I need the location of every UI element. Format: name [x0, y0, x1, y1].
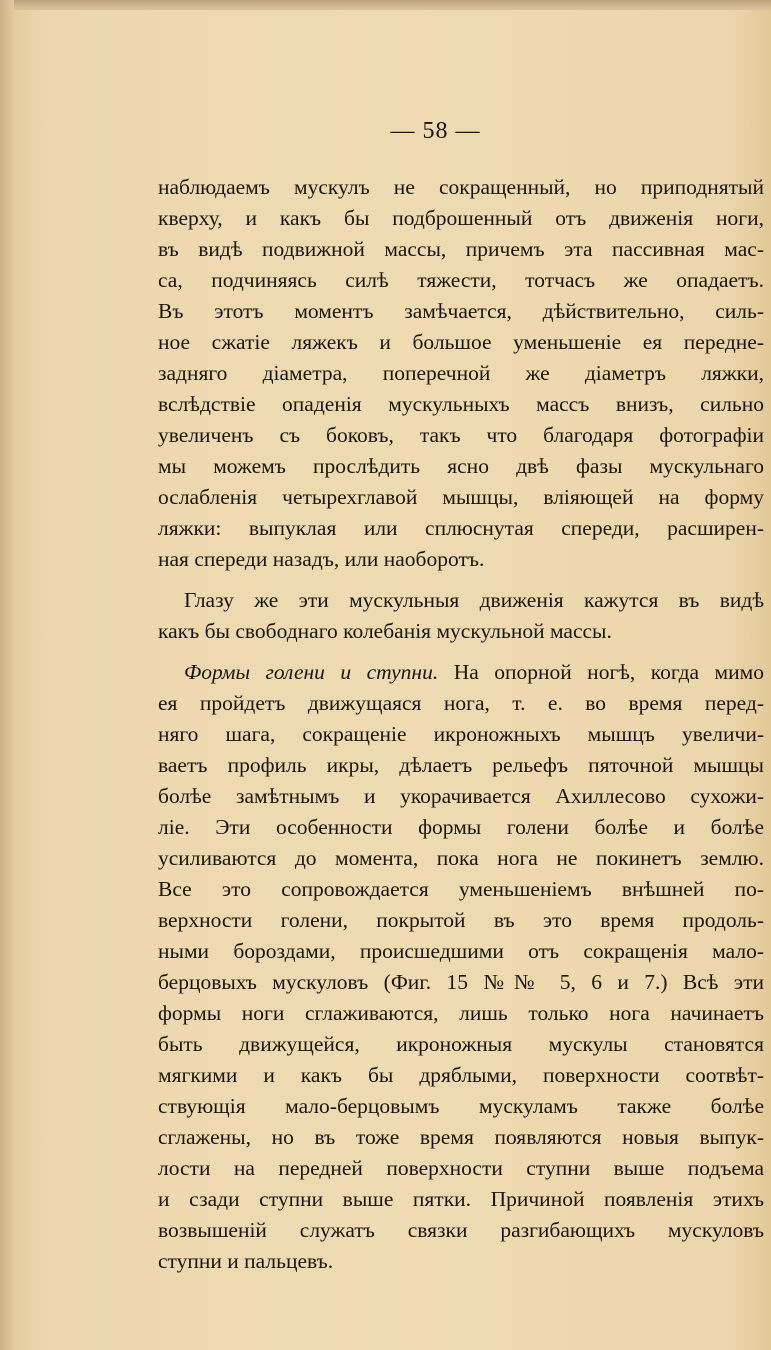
page-binding-edge [0, 0, 14, 1350]
text-line: ными бороздами, происшедшими отъ сокращенія мало- [158, 939, 764, 963]
text-line: ея пройдетъ движущаяся нога, т. е. во время перед- [158, 691, 764, 715]
paragraph-1 [158, 172, 764, 575]
text-line: ліе. Эти особенности формы голени болѣе и болѣе [158, 815, 764, 839]
text-line: ослабленія четырехглавой мышцы, вліяющей на форму [158, 485, 764, 509]
text-line: болѣе замѣтнымъ и укорачивается Ахиллесово сухожи- [158, 784, 764, 808]
text-line: лости на передней поверхности ступни выше подъема [158, 1156, 764, 1180]
paragraph-2 [158, 585, 764, 647]
text-line: са, подчиняясь силѣ тяжести, тотчасъ же опадаетъ. [158, 268, 764, 292]
text-line: Все это сопровождается уменьшеніемъ внѣшней по- [158, 877, 764, 901]
text-line: ствующія мало-берцовымъ мускуламъ также болѣе [158, 1094, 764, 1118]
text-line: наблюдаемъ мускулъ не сокращенный, но приподнятый [158, 175, 764, 199]
text-line: увеличенъ съ боковъ, такъ что благодаря фотографіи [158, 423, 764, 447]
text-line: ная спереди назадъ, или наоборотъ. [158, 547, 485, 571]
text-line: мягкими и какъ бы дряблыми, поверхности соотвѣт- [158, 1063, 764, 1087]
text-line: мы можемъ прослѣдить ясно двѣ фазы мускульнаго [158, 454, 764, 478]
text-line: быть движущейся, икроножныя мускулы становятся [158, 1032, 764, 1056]
body-text [158, 172, 764, 1277]
text-line: ное сжатіе ляжекъ и большое уменьшеніе ея передне- [158, 330, 764, 354]
text-line: кверху, и какъ бы подброшенный отъ движенія ноги, [158, 206, 764, 230]
section-heading: Формы голени и ступни. [184, 660, 439, 684]
text-line: ляжки: выпуклая или сплюснутая спереди, расширен- [158, 516, 764, 540]
text-line: задняго діаметра, поперечной же діаметръ ляжки, [158, 361, 764, 385]
text-line: верхности голени, покрытой въ это время продоль- [158, 908, 764, 932]
text-line: и сзади ступни выше пятки. Причиной появленія этихъ [158, 1187, 764, 1211]
text-line: Глазу же эти мускульныя движенія кажутся въ видѣ [184, 588, 764, 612]
text-line: берцовыхъ мускуловъ (Фиг. 15 №№ 5, 6 и 7.) Всѣ эти [158, 970, 764, 994]
text-line: няго шага, сокращеніе икроножныхъ мышцъ увеличи- [158, 722, 764, 746]
text-line: вслѣдствіе опаденія мускульныхъ массъ внизъ, сильно [158, 392, 764, 416]
text-line: въ видѣ подвижной массы, причемъ эта пассивная мас- [158, 237, 764, 261]
text-line: формы ноги сглаживаются, лишь только нога начинаетъ [158, 1001, 764, 1025]
text-line-with-heading [158, 657, 764, 688]
text-line: какъ бы свободнаго колебанія мускульной массы. [158, 619, 612, 643]
text-line: усиливаются до момента, пока нога не покинетъ землю. [158, 846, 764, 870]
paragraph-3 [158, 657, 764, 1277]
text-line: Въ этотъ моментъ замѣчается, дѣйствительно, силь- [158, 299, 764, 323]
text-line: возвышеній служатъ связки разгибающихъ мускуловъ [158, 1218, 764, 1242]
text-line: ваетъ профиль икры, дѣлаетъ рельефъ пяточной мышцы [158, 753, 764, 777]
text-line: сглажены, но въ тоже время появляются новыя выпук- [158, 1125, 764, 1149]
page-number: — 58 — [390, 118, 481, 144]
text-line: ступни и пальцевъ. [158, 1249, 334, 1273]
page-top-edge [0, 0, 771, 10]
text-run: На опорной ногѣ, когда мимо [453, 660, 765, 684]
